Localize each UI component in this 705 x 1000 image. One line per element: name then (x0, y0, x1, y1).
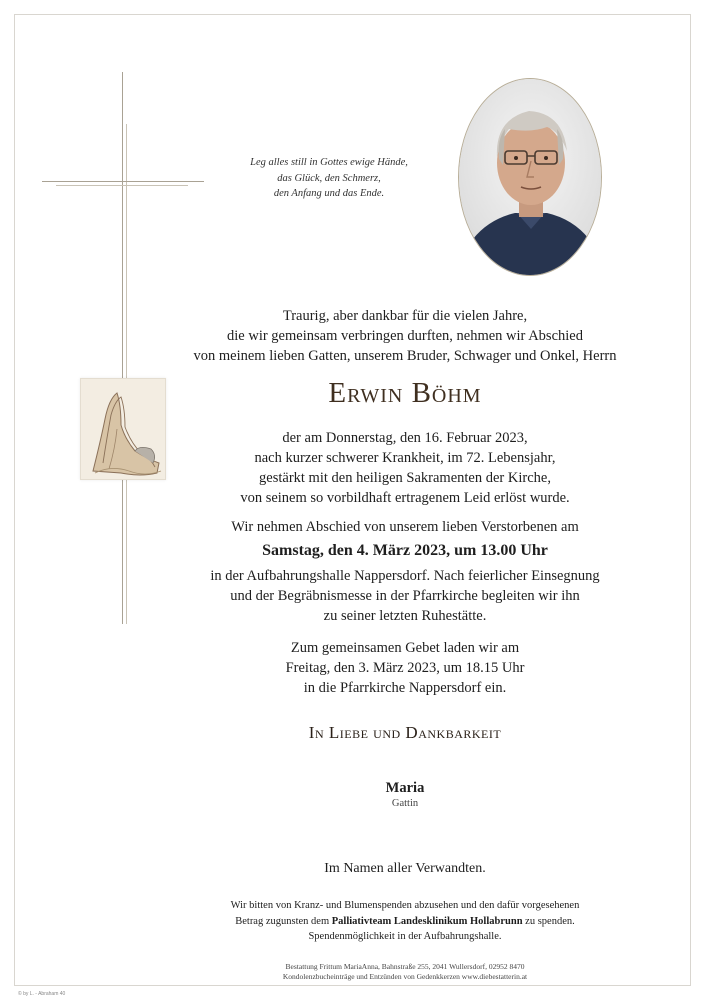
request-line (170, 914, 640, 930)
intro-line: von meinem lieben Gatten, unserem Bruder, Schwager und Onkel, Herrn (193, 348, 617, 364)
intro-line: die wir gemeinsam verbringen durften, nehmen wir Abschied (227, 328, 583, 344)
portrait-photo (458, 78, 602, 276)
donation-request (170, 898, 640, 945)
request-text: zu spenden. (522, 915, 575, 927)
footer-line: Bestattung Frittum MariaAnna, Bahnstraße 255, 2041 Wullersdorf, 02952 8470 (285, 962, 525, 971)
funeral-intro: Wir nehmen Abschied von unserem lieben Verstorbenen am (231, 519, 579, 535)
funeral-date: Samstag, den 4. März 2023, um 13.00 Uhr (262, 542, 548, 559)
death-details (150, 428, 660, 508)
survivor-name: Maria (385, 780, 425, 796)
footer-line: Kondolenzbucheinträge und Entzünden von Gedenkkerzen www.diebestatterin.at (282, 972, 528, 981)
request-line: Wir bitten von Kranz- und Blumenspenden abzusehen und den dafür vorgesehenen (230, 900, 580, 911)
charity-name: Palliativteam Landesklinikum Hollabrunn (331, 915, 523, 927)
closing-phrase: In Liebe und Dankbarkeit (308, 723, 502, 742)
funeral-home-footer (200, 962, 610, 982)
relatives-line: Im Namen aller Verwandten. (324, 861, 486, 876)
prayer-line: Zum gemeinsamen Gebet laden wir am (290, 640, 520, 656)
details-line: gestärkt mit den heiligen Sakramenten der Kirche, (259, 470, 551, 486)
request-line: Spendenmöglichkeit in der Aufbahrungshalle. (308, 931, 502, 942)
intro-line: Traurig, aber dankbar für die vielen Jahre, (282, 308, 528, 324)
prayer-line: in die Pfarrkirche Nappersdorf ein. (303, 680, 507, 696)
request-text: Betrag zugunsten dem (235, 915, 332, 927)
quote-line: den Anfang und das Ende. (273, 188, 385, 199)
copyright-note: © by L. - Abraham 40 (18, 991, 66, 997)
intro-text (150, 306, 660, 366)
prayer-invitation (150, 638, 660, 698)
quote-line: Leg alles still in Gottes ewige Hände, (250, 157, 408, 168)
quote (200, 155, 458, 202)
funeral-line: zu seiner letzten Ruhestätte. (323, 608, 487, 624)
details-line: der am Donnerstag, den 16. Februar 2023, (282, 430, 528, 446)
survivor-relation: Gattin (391, 798, 419, 809)
funeral-line: und der Begräbnismesse in der Pfarrkirche begleiten wir ihn (230, 588, 580, 604)
prayer-line: Freitag, den 3. März 2023, um 18.15 Uhr (285, 660, 525, 676)
details-line: nach kurzer schwerer Krankheit, im 72. Lebensjahr, (254, 450, 556, 466)
details-line: von seinem so vorbildhaft ertragenem Leid erlöst wurde. (240, 490, 570, 506)
quote-line: das Glück, den Schmerz, (277, 172, 381, 184)
deceased-name: Erwin Böhm (328, 377, 482, 409)
funeral-details (150, 566, 660, 626)
funeral-line: in der Aufbahrungshalle Nappersdorf. Nach feierlicher Einsegnung (210, 568, 600, 584)
